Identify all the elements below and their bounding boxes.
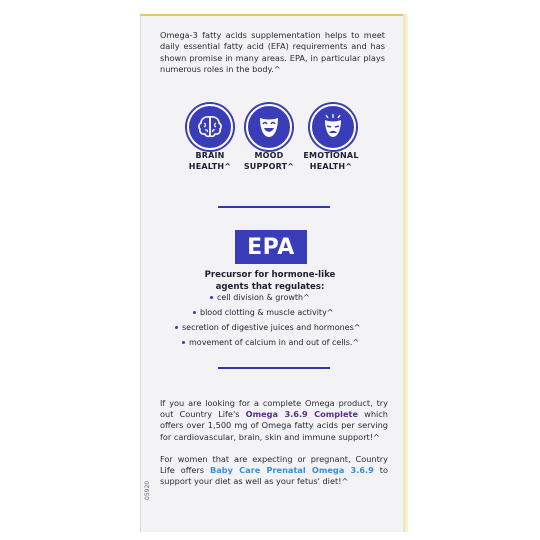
- promo-baby-care: For women that are expecting or pregnant, Country Life offers Baby Care Prenatal Omega 3.6.9 to support your diet as well as your fetus' diet!^: [160, 454, 389, 487]
- bullet-dot-icon: [193, 311, 196, 314]
- side-fold-strip: [403, 14, 408, 532]
- list-item: blood clotting & muscle activity^: [193, 308, 334, 317]
- section-divider: [218, 367, 330, 369]
- epa-heading: Precursor for hormone-like agents that regulates:: [204, 270, 336, 292]
- list-item: cell division & growth^: [210, 293, 310, 302]
- section-divider: [218, 206, 330, 208]
- happy-face-icon: [246, 104, 292, 150]
- list-item: secretion of digestive juices and hormones^: [175, 323, 360, 332]
- product-code: 05920: [144, 480, 151, 500]
- benefit-label-emotional: EMOTIONAL HEALTH^: [303, 151, 359, 171]
- product-name-omega-complete: Omega 3.6.9 Complete: [245, 409, 358, 420]
- bullet-dot-icon: [175, 326, 178, 329]
- epa-title-badge: EPA: [235, 230, 307, 264]
- brain-icon: [187, 104, 233, 150]
- list-item: movement of calcium in and out of cells.^: [182, 338, 359, 347]
- drama-face-icon: [310, 104, 356, 150]
- bullet-dot-icon: [182, 341, 185, 344]
- benefit-label-brain: BRAIN HEALTH^: [188, 151, 232, 171]
- promo-omega-complete: If you are looking for a complete Omega product, try out Country Life's Omega 3.6.9 Complete which offers over 1,500 mg of Omega fatty acids per serving for cardiovascular, brain, skin and immune support!^: [160, 398, 388, 442]
- intro-text: Omega-3 fatty acids supplementation helps to meet daily essential fatty acid (EFA) requirements and has shown promise in many areas. EPA, in particular plays numerous roles in the body.^: [160, 30, 385, 75]
- bullet-dot-icon: [210, 296, 213, 299]
- benefit-label-mood: MOOD SUPPORT^: [243, 151, 295, 171]
- product-name-baby-care: Baby Care Prenatal Omega 3.6.9: [210, 465, 374, 476]
